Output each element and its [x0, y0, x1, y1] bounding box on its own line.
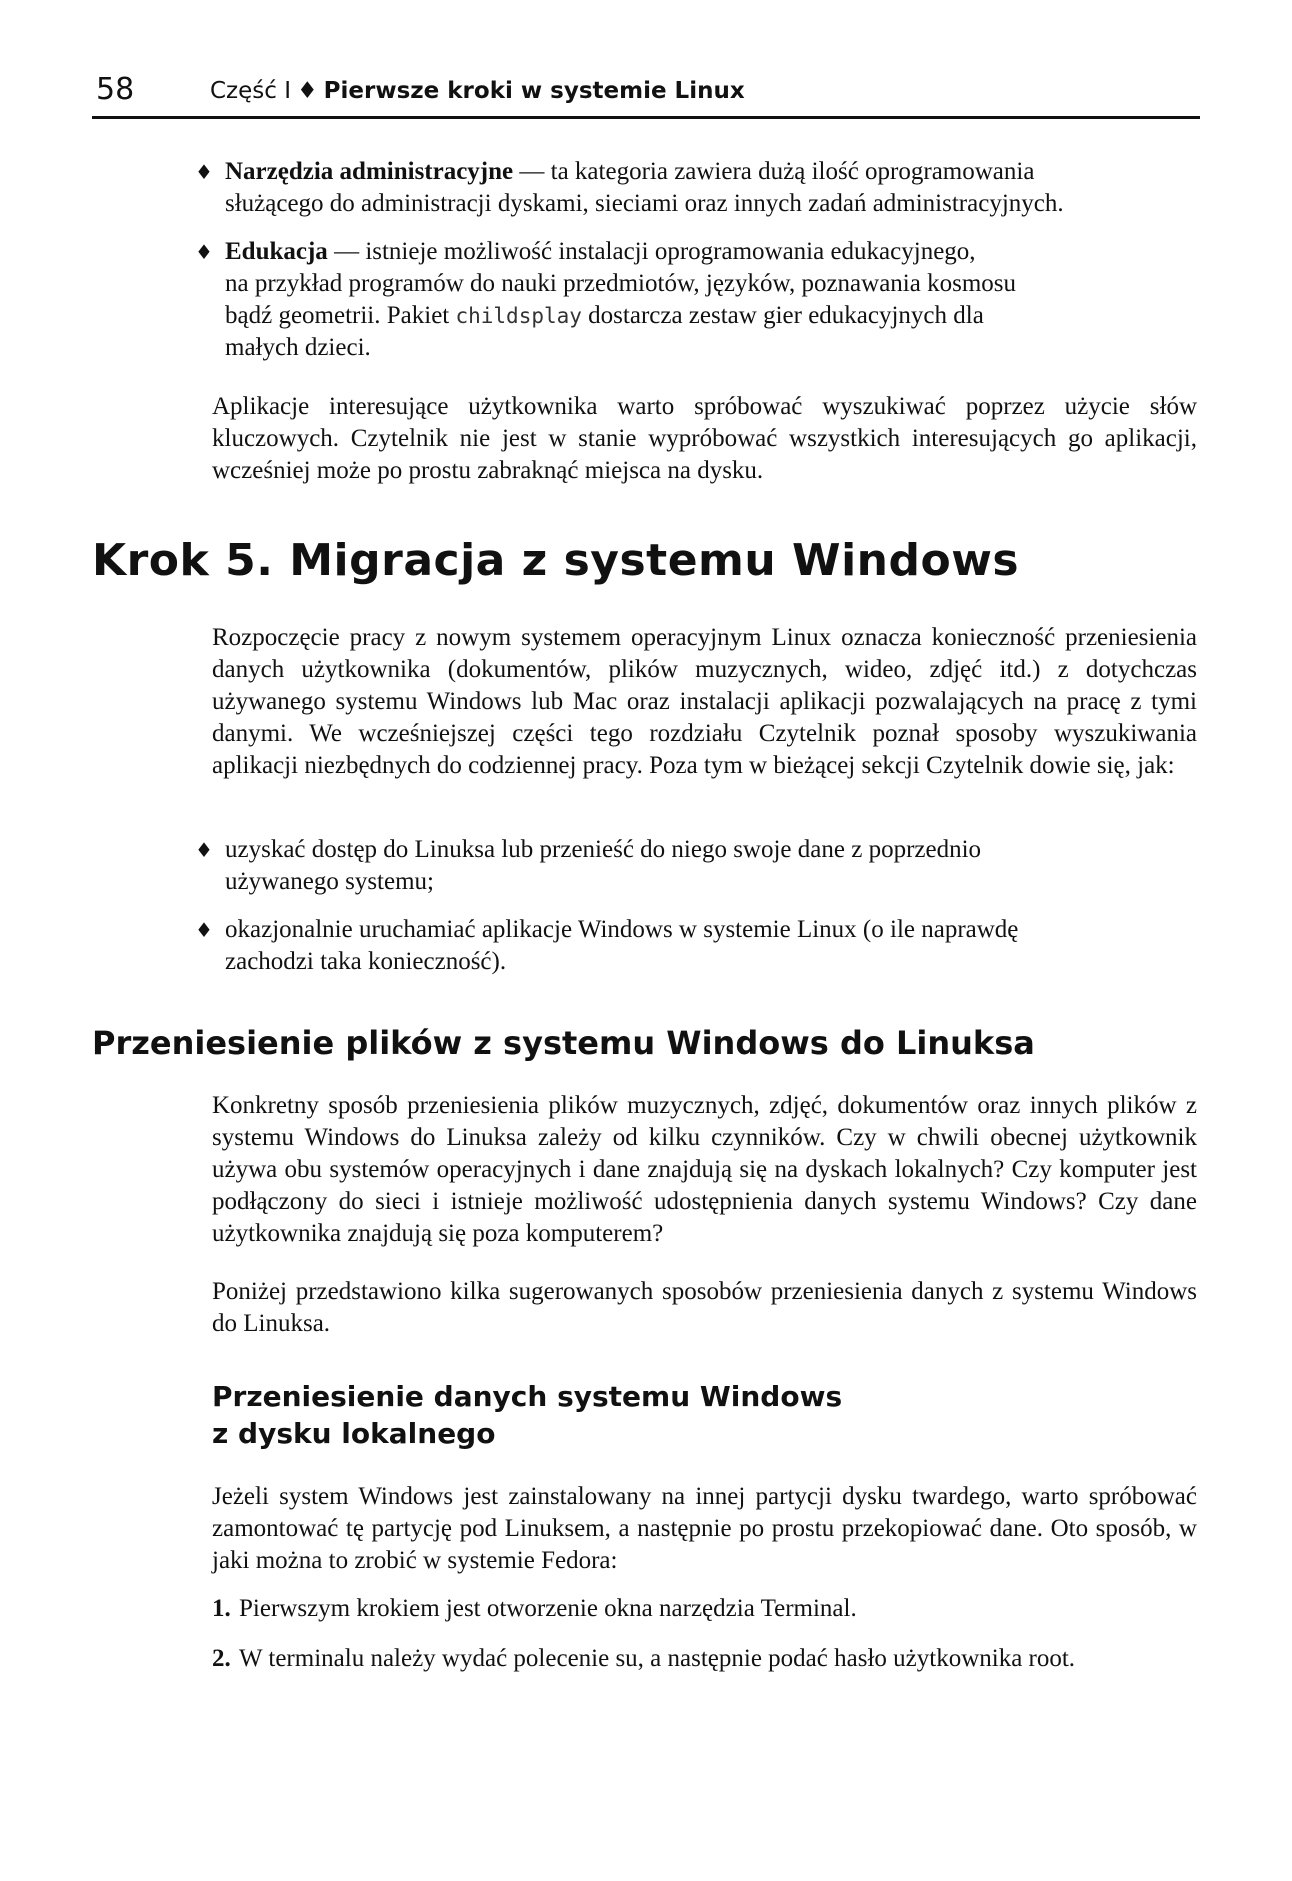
bullet-text: na przykład programów do nauki przedmiotów, języków, poznawania kosmosu — [225, 270, 1016, 297]
page-number: 58 — [96, 72, 135, 107]
heading-line: Przeniesienie danych systemu Windows — [212, 1380, 843, 1413]
step-text: Pierwszym krokiem jest otworzenie okna narzędzia Terminal. — [239, 1595, 857, 1622]
chapter-title: Pierwsze kroki w systemie Linux — [323, 78, 745, 104]
paragraph-local-disk: Jeżeli system Windows jest zainstalowany na innej partycji dysku twardego, warto spróbować zamontować tę partycję pod Linuksem, a następnie po prostu przekopiować dane. Oto sposób, w jaki można to zrobić w systemie Fedora: — [212, 1483, 1197, 1574]
bullet-text: używanego systemu; — [225, 868, 434, 895]
bullet-text: służącego do administracji dyskami, sieciami oraz innych zadań administracyjnych. — [225, 190, 1064, 217]
step-item — [212, 1593, 1197, 1625]
bullet-text: dostarcza zestaw gier edukacyjnych dla — [581, 302, 984, 329]
bullet-text: — ta kategoria zawiera dużą ilość oprogramowania — [513, 158, 1035, 185]
bullet-diamond-icon: ♦ — [195, 240, 213, 264]
bullet-access-data — [195, 834, 1180, 898]
paragraph-suggested-methods: Poniżej przedstawiono kilka sugerowanych sposobów przeniesienia danych z systemu Windows do Linuksa. — [212, 1278, 1197, 1337]
bullet-text: uzyskać dostęp do Linuksa lub przenieść do niego swoje dane z poprzednio — [225, 836, 982, 863]
diamond-separator-icon: ♦ — [297, 78, 318, 104]
bullet-text: okazjonalnie uruchamiać aplikacje Windows w systemie Linux (o ile naprawdę — [225, 916, 1019, 943]
bullet-diamond-icon: ♦ — [195, 160, 213, 184]
bullet-diamond-icon: ♦ — [195, 918, 213, 942]
heading-line: z dysku lokalnego — [212, 1417, 496, 1450]
bullet-education — [195, 236, 1180, 364]
paragraph-keywords: Aplikacje interesujące użytkownika warto spróbować wyszukiwać poprzez użycie słów kluczowych. Czytelnik nie jest w stanie wypróbować wszystkich interesujących go aplikacji, wcześniej może po prostu zabraknąć miejsca na dysku. — [212, 393, 1197, 484]
subsection-heading: Przeniesienie plików z systemu Windows do Linuksa — [92, 1024, 1035, 1062]
bullet-admin-tools — [195, 156, 1180, 220]
step-text: W terminalu należy wydać polecenie su, a następnie podać hasło użytkownika root. — [239, 1645, 1076, 1672]
part-label: Część I — [210, 78, 292, 104]
bullet-text: bądź geometrii. Pakiet — [225, 302, 456, 329]
bullet-diamond-icon: ♦ — [195, 838, 213, 862]
bullet-run-windows-apps — [195, 914, 1180, 978]
paragraph-transfer-factors: Konkretny sposób przeniesienia plików muzycznych, zdjęć, dokumentów oraz innych plików z systemu Windows do Linuksa zależy od kilku czynników. Czy w chwili obecnej użytkownik używa obu systemów operacyjnych i dane znajdują się na dyskach lokalnych? Czy komputer jest podłączony do sieci i istnieje możliwość udostępnienia danych systemu Windows? Czy dane użytkownika znajdują się poza komputerem? — [212, 1092, 1197, 1247]
bullet-label: Narzędzia administracyjne — [225, 158, 514, 185]
bullet-text: małych dzieci. — [225, 334, 371, 361]
step-number: 1. — [212, 1595, 231, 1622]
running-title — [210, 78, 745, 104]
package-name-code: childsplay — [455, 304, 582, 328]
step-number: 2. — [212, 1645, 231, 1672]
step-item — [212, 1643, 1197, 1675]
sub-subsection-heading — [212, 1378, 1112, 1452]
bullet-label: Edukacja — [225, 238, 328, 265]
running-header — [92, 70, 1200, 119]
bullet-text: zachodzi taka konieczność). — [225, 948, 507, 975]
section-heading: Krok 5. Migracja z systemu Windows — [92, 535, 1020, 586]
paragraph-migration-intro: Rozpoczęcie pracy z nowym systemem operacyjnym Linux oznacza konieczność przeniesienia danych użytkownika (dokumentów, plików muzycznych, wideo, zdjęć itd.) z dotychczas używanego systemu Windows lub Mac oraz instalacji aplikacji pozwalających na pracę z tymi danymi. We wcześniejszej części tego rozdziału Czytelnik poznał sposoby wyszukiwania aplikacji niezbędnych do codziennej pracy. Poza tym w bieżącej sekcji Czytelnik dowie się, jak: — [212, 624, 1197, 779]
bullet-text: — istnieje możliwość instalacji oprogramowania edukacyjnego, — [327, 238, 976, 265]
